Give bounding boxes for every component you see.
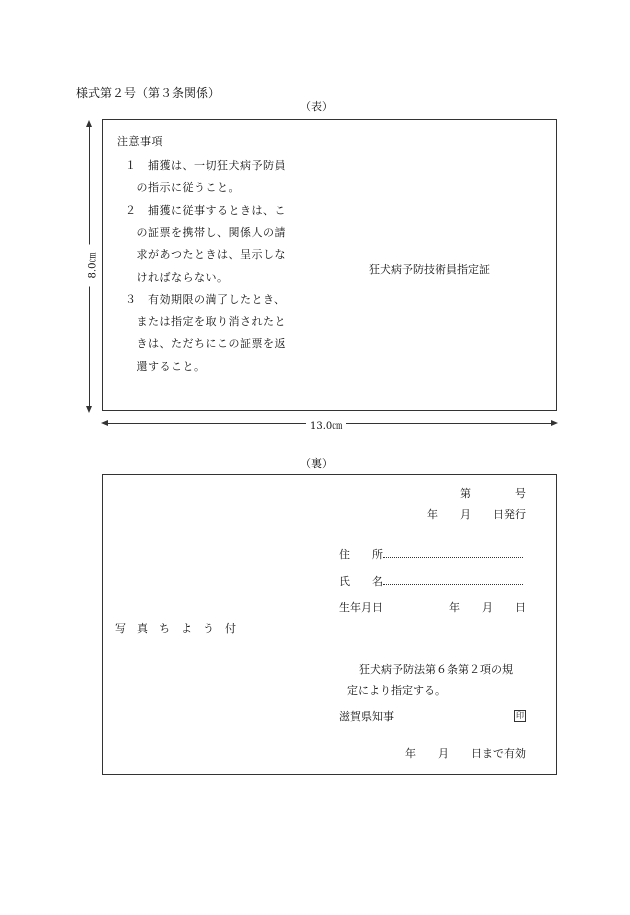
arrow-right-icon [551,420,558,426]
back-side-label: （裏） [300,457,333,470]
notes-line: または指定を取り消されたと [125,315,286,329]
arrow-left-icon [101,420,108,426]
birth-date: 年 月 日 [449,601,526,614]
name-label: 氏 名 [339,575,383,588]
name-row [339,573,523,589]
name-blank [383,575,523,585]
birth-label: 生年月日 [339,601,383,614]
certificate-number: 第 号 [460,487,526,500]
front-card [102,119,557,411]
arrow-down-icon [86,406,92,413]
address-blank [383,548,523,558]
back-card [102,474,557,775]
statement-line1: 狂犬病予防法第６条第２項の規 [359,663,513,676]
photo-label: 写 真 ち よ う 付 [115,622,236,635]
height-label: 8.0㎝ [84,245,99,287]
notes-heading: 注意事項 [117,135,163,148]
address-row [339,546,523,562]
card-title: 狂犬病予防技術員指定証 [369,263,490,276]
notes-line: きは、ただちにこの証票を返 [125,337,286,351]
notes-line: の証票を携帯し、関係人の請 [125,225,286,239]
seal-icon: 印 [516,711,524,720]
statement-line2: 定により指定する。 [347,684,446,697]
notes-line: ２ 捕獲に従事するときは、こ [125,203,286,217]
valid-until: 年 月 日まで有効 [405,747,526,760]
notes-line: 還すること。 [125,359,206,373]
notes-line: ３ 有効期限の満了したとき、 [125,292,286,306]
front-side-label: （表） [300,100,333,113]
notes-line: １ 捕獲は、一切狂犬病予防員 [125,159,286,172]
notes-line: 求があつたときは、呈示しな [125,248,286,262]
notes-line: の指示に従うこと。 [125,181,240,195]
issue-date: 年 月 日発行 [427,508,526,521]
notes-line: ければならない。 [125,270,229,284]
form-number: 様式第２号（第３条関係） [76,86,221,100]
arrow-up-icon [86,120,92,127]
width-label: 13.0㎝ [306,417,346,432]
governor-label: 滋賀県知事 [339,710,394,723]
address-label: 住 所 [339,548,383,561]
